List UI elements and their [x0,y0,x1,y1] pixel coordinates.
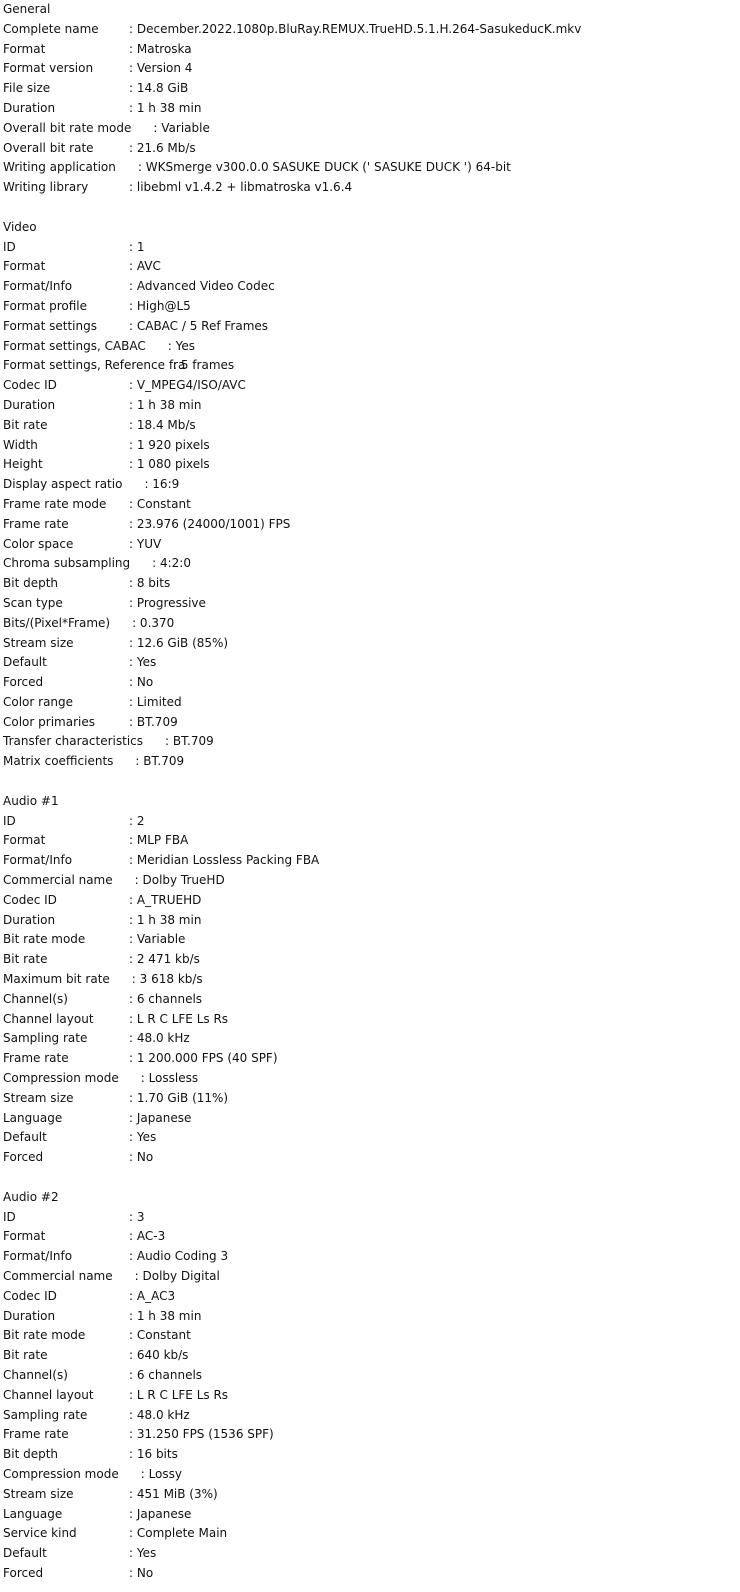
field-label: Compression mode [3,1071,119,1086]
mediainfo-report [3,0,737,1584]
field-label: Format settings, Reference fra [3,358,186,373]
field-row [3,1247,737,1267]
field-value: : Progressive [129,595,206,610]
field-label: Overall bit rate [3,140,94,155]
field-row [3,1564,737,1584]
field-label: Channel layout [3,1387,94,1402]
field-row [3,436,737,456]
field-row [3,1425,737,1445]
field-row [3,554,737,574]
field-value: : 6 channels [129,1367,203,1382]
field-label: Compression mode [3,1466,119,1481]
section-audio-2 [3,1188,737,1584]
field-value: : 1 h 38 min [129,397,202,412]
field-value: : 3 618 kb/s [131,972,203,987]
field-value: : 14.8 GiB [129,81,189,96]
field-label: Overall bit rate mode [3,120,132,135]
field-row [3,653,737,673]
field-label: Bit depth [3,1447,59,1462]
field-value: : 1 200.000 FPS (40 SPF) [129,1051,278,1066]
field-label: Duration [3,1308,56,1323]
field-row [3,40,737,60]
field-value: : 640 kb/s [129,1348,189,1363]
field-row [3,1505,737,1525]
field-value: : 8 bits [129,576,171,591]
field-label: Bit rate [3,952,48,967]
field-row [3,317,737,337]
field-row [3,1366,737,1386]
field-row [3,59,737,79]
field-row [3,693,737,713]
field-label: Format [3,41,46,56]
field-row [3,337,737,357]
field-row [3,79,737,99]
field-label: ID [3,239,16,254]
field-label: Maximum bit rate [3,972,110,987]
field-value: : WKSmerge v300.0.0 SASUKE DUCK (' SASUKE DUCK ') 64-bit [137,160,511,175]
field-row [3,475,737,495]
field-label: Bit rate [3,417,48,432]
field-row [3,812,737,832]
field-value: : 2 [129,813,145,828]
field-value: : 1 920 pixels [129,437,210,452]
field-row [3,713,737,733]
field-value: : Yes [129,1546,157,1561]
field-value: : 1 080 pixels [129,457,210,472]
field-value: : Meridian Lossless Packing FBA [129,853,320,868]
field-value: : BT.709 [129,714,178,729]
field-label: Bit depth [3,576,59,591]
field-value: : 23.976 (24000/1001) FPS [129,516,291,531]
field-label: Frame rate mode [3,496,107,511]
field-row [3,594,737,614]
field-row [3,911,737,931]
field-label: Format settings, CABAC [3,338,146,353]
field-row [3,990,737,1010]
field-value: : MLP FBA [129,833,189,848]
field-label: Language [3,1110,63,1125]
field-value: : L R C LFE Ls Rs [129,1387,229,1402]
field-label: Color space [3,536,74,551]
field-label: Sampling rate [3,1031,88,1046]
field-row [3,1544,737,1564]
field-label: Commercial name [3,873,113,888]
field-row [3,1267,737,1287]
field-value: : 18.4 Mb/s [129,417,196,432]
field-label: Default [3,655,47,670]
field-label: Format/Info [3,853,73,868]
field-row [3,930,737,950]
section-heading: Video [3,219,37,234]
field-label: Height [3,457,43,472]
field-value: : A_AC3 [129,1288,176,1303]
field-row [3,614,737,634]
field-row [3,495,737,515]
field-row [3,1109,737,1129]
field-row [3,178,737,198]
field-label: Transfer characteristics [3,734,144,749]
field-value: : 3 [129,1209,145,1224]
field-row [3,1208,737,1228]
field-value: : No [129,675,154,690]
field-row [3,1287,737,1307]
field-value: : L R C LFE Ls Rs [129,1011,229,1026]
field-value: : December.2022.1080p.BluRay.REMUX.TrueHD.5.1.H.264-SasukeducK.mkv [129,21,582,36]
field-row [3,752,737,772]
field-row [3,99,737,119]
field-row [3,574,737,594]
field-label: Frame rate [3,1051,69,1066]
field-label: Forced [3,1565,44,1580]
field-row [3,1148,737,1168]
field-label: Forced [3,675,44,690]
field-label: Matrix coefficients [3,754,114,769]
field-row [3,1227,737,1247]
field-label: Stream size [3,1090,74,1105]
field-value: : Variable [129,932,186,947]
field-row [3,1010,737,1030]
field-row [3,1307,737,1327]
field-label: Writing library [3,180,89,195]
field-value: : A_TRUEHD [129,892,202,907]
field-label: Writing application [3,160,116,175]
field-label: Codec ID [3,378,57,393]
field-value: : No [129,1565,154,1580]
field-label: Frame rate [3,1427,69,1442]
field-label: Channel(s) [3,991,68,1006]
field-row [3,1445,737,1465]
field-value: : BT.709 [165,734,214,749]
field-row [3,1326,737,1346]
field-row [3,455,737,475]
section-heading: Audio #1 [3,793,59,808]
field-row [3,831,737,851]
field-row [3,851,737,871]
field-value: : Complete Main [129,1526,228,1541]
field-value: : 451 MiB (3%) [129,1486,218,1501]
field-value: : Dolby Digital [134,1269,220,1283]
field-label: Color range [3,694,74,709]
field-label: Format [3,1229,46,1244]
field-value: : libebml v1.4.2 + libmatroska v1.6.4 [129,180,353,195]
field-label: Display aspect ratio [3,477,123,492]
field-row [3,356,737,376]
field-value: : 21.6 Mb/s [129,140,196,155]
field-value: : 31.250 FPS (1536 SPF) [129,1427,274,1442]
field-value: : 12.6 GiB (85%) [129,635,229,650]
field-row [3,515,737,535]
field-label: Default [3,1546,47,1561]
field-value: : 5 frames [173,358,235,373]
field-row [3,1524,737,1544]
field-value: : 1 h 38 min [129,1308,202,1323]
field-value: : Yes [129,655,157,670]
field-label: Format [3,259,46,274]
field-row [3,1128,737,1148]
field-label: Stream size [3,1486,74,1501]
field-row [3,1029,737,1049]
field-value: : Limited [129,694,182,709]
field-row [3,1465,737,1485]
field-value: : Dolby TrueHD [134,873,225,888]
field-label: ID [3,1209,16,1224]
field-row [3,416,737,436]
field-value: : 1 [129,239,145,254]
field-value: : Version 4 [129,61,193,76]
field-row [3,158,737,178]
field-label: Language [3,1506,63,1521]
field-row [3,634,737,654]
section-heading: Audio #2 [3,1189,59,1204]
section-video [3,218,737,772]
field-value: : Yes [167,338,196,353]
section-general [3,0,737,198]
field-value: : Variable [153,120,210,135]
field-row [3,20,737,40]
field-value: : CABAC / 5 Ref Frames [129,318,269,333]
field-value: : V_MPEG4/ISO/AVC [129,378,246,393]
field-label: Bit rate mode [3,932,86,947]
field-row [3,1386,737,1406]
field-label: Codec ID [3,892,57,907]
field-row [3,970,737,990]
field-value: : 1.70 GiB (11%) [129,1090,229,1105]
field-value: : 48.0 kHz [129,1031,190,1046]
field-row [3,376,737,396]
field-row [3,535,737,555]
field-value: : Audio Coding 3 [129,1249,229,1264]
field-value: : Constant [129,1328,191,1343]
section-audio-1 [3,792,737,1168]
field-value: : High@L5 [129,298,191,313]
field-label: Format settings [3,318,97,333]
field-value: : 1 h 38 min [129,100,202,115]
field-value: : 48.0 kHz [129,1407,190,1422]
field-value: : Lossy [140,1466,182,1481]
field-label: ID [3,813,16,828]
field-value: : 4:2:0 [152,556,191,571]
field-row [3,1069,737,1089]
field-label: Width [3,437,38,452]
field-row [3,871,737,891]
field-value: : AVC [129,259,161,274]
field-row [3,119,737,139]
field-label: Duration [3,397,56,412]
field-value: : Lossless [140,1071,199,1086]
field-value: : 16 bits [129,1447,178,1462]
field-value: : 16:9 [144,477,180,492]
field-row [3,277,737,297]
field-row [3,396,737,416]
field-row [3,1049,737,1069]
section-heading: General [3,2,51,16]
field-value: : AC-3 [129,1229,166,1244]
field-value: : Japanese [129,1110,192,1125]
field-label: Format version [3,61,94,76]
field-label: File size [3,81,51,96]
field-row [3,732,737,752]
field-row [3,238,737,258]
field-label: Format [3,833,46,848]
field-row [3,1485,737,1505]
field-label: Duration [3,912,56,927]
field-label: Channel(s) [3,1367,68,1382]
field-label: Forced [3,1150,44,1165]
field-value: : 1 h 38 min [129,912,202,927]
field-label: Format profile [3,298,88,313]
field-label: Sampling rate [3,1407,88,1422]
field-label: Format/Info [3,279,73,294]
field-value: : No [129,1150,154,1165]
field-value: : Yes [129,1130,157,1145]
field-value: : 6 channels [129,991,203,1006]
field-value: : 2 471 kb/s [129,952,200,967]
field-label: Duration [3,100,56,115]
field-value: : 0.370 [132,615,175,630]
field-value: : Constant [129,496,191,511]
field-label: Color primaries [3,714,95,729]
field-row [3,1406,737,1426]
field-row [3,673,737,693]
field-label: Complete name [3,21,99,36]
field-row [3,1346,737,1366]
field-row [3,257,737,277]
field-label: Bit rate [3,1348,48,1363]
field-label: Format/Info [3,1249,73,1264]
field-value: : Japanese [129,1506,192,1521]
field-row [3,891,737,911]
field-label: Commercial name [3,1269,113,1283]
field-row [3,950,737,970]
field-label: Stream size [3,635,74,650]
field-value: : BT.709 [135,754,185,769]
field-row [3,1089,737,1109]
field-label: Service kind [3,1526,77,1541]
field-label: Codec ID [3,1288,57,1303]
field-label: Default [3,1130,47,1145]
field-row [3,297,737,317]
field-row [3,139,737,159]
field-value: : Advanced Video Codec [129,279,275,294]
field-label: Bit rate mode [3,1328,86,1343]
field-label: Channel layout [3,1011,94,1026]
field-label: Frame rate [3,516,69,531]
field-label: Scan type [3,595,63,610]
field-value: : YUV [129,536,162,551]
field-label: Chroma subsampling [3,556,131,571]
field-label: Bits/(Pixel*Frame) [3,615,111,630]
field-value: : Matroska [129,41,192,56]
